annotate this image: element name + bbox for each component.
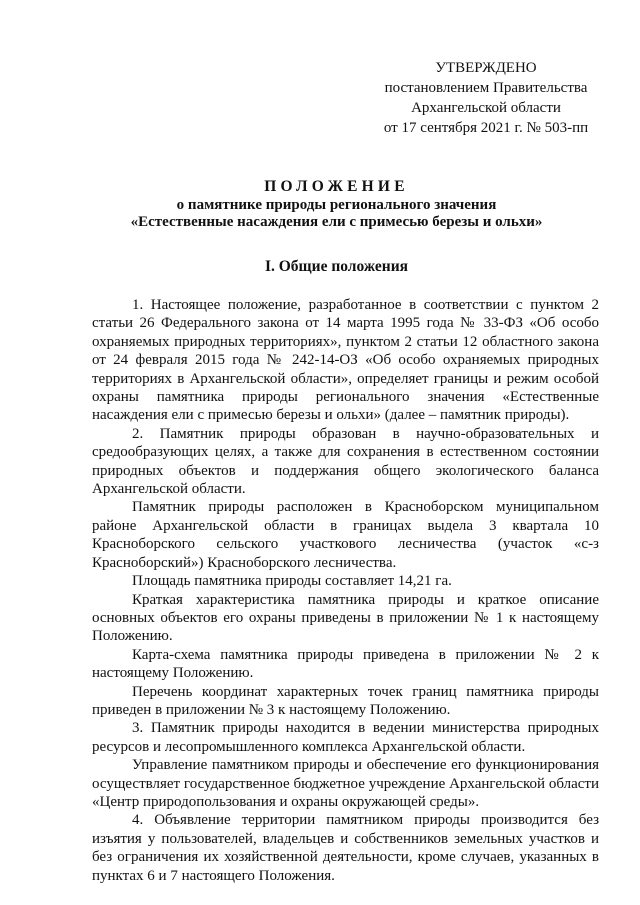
document-subtitle-line-1: о памятнике природы регионального значения: [176, 197, 497, 213]
section-heading: I. Общие положения: [264, 258, 409, 275]
paragraph: Краткая характеристика памятника природы и краткое описание основных объектов его охраны приведены в приложении № 1 к настоящему Положению.: [92, 591, 599, 645]
paragraph: Управление памятником природы и обеспечение его функционирования осуществляет государственное бюджетное учреждение Архангельской области «Центр природопользования и охраны окружающей среды».: [92, 757, 599, 810]
paragraph: Перечень координат характерных точек границ памятника природы приведен в приложении № 3 к настоящему Положению.: [92, 683, 599, 718]
paragraph: 4. Объявление территории памятником природы производится без изъятия у пользователей, владельцев и собственников земельных участков и без ограничения их хозяйственной деятельности, кроме случаев, указанных в пунктах 6 и 7 настоящего Положения.: [92, 812, 599, 884]
paragraph: Площадь памятника природы составляет 14,21 га.: [132, 573, 452, 590]
document-body: [92, 296, 599, 885]
approval-stamp: [372, 58, 600, 138]
approval-heading: УТВЕРЖДЕНО: [435, 60, 537, 76]
paragraph: 2. Памятник природы образован в научно-образовательных и средообразующих целях, а также для сохранения в естественном состоянии природных объектов и поддержания общего экологического баланса Архангельской области.: [92, 425, 599, 498]
document-subtitle-line-2: «Естественные насаждения ели с примесью березы и ольхи»: [130, 214, 543, 230]
approval-region-line: Архангельской области: [411, 100, 561, 116]
approval-date-line: от 17 сентября 2021 г. № 503-пп: [383, 120, 589, 136]
paragraph: 1. Настоящее положение, разработанное в соответствии с пунктом 2 статьи 26 Федерального закона от 14 марта 1995 года № 33-ФЗ «Об особо охраняемых природных территориях», пунктом 2 статьи 12 областного закона от 24 февраля 2015 года № 242-14-ОЗ «Об особо охраняемых природных территориях в Архангельской области», определяет границы и режим особой охраны памятника природы регионального значения «Естественные насаждения ели с примесью березы и ольхи» (далее – памятник природы).: [92, 297, 599, 424]
document-heading: ПОЛОЖЕНИЕ: [264, 178, 409, 195]
approval-by-line: постановлением Правительства: [384, 80, 588, 96]
paragraph: 3. Памятник природы находится в ведении министерства природных ресурсов и лесопромышленного комплекса Архангельской области.: [92, 720, 599, 755]
paragraph: Карта-схема памятника природы приведена в приложении № 2 к настоящему Положению.: [92, 646, 599, 682]
paragraph: Памятник природы расположен в Красноборском муниципальном районе Архангельской области в границах выдела 3 квартала 10 Красноборского сельского участкового лесничества (участок «с-з Красноборский») Красноборского лесничества.: [92, 499, 599, 571]
document-title: [60, 178, 613, 231]
